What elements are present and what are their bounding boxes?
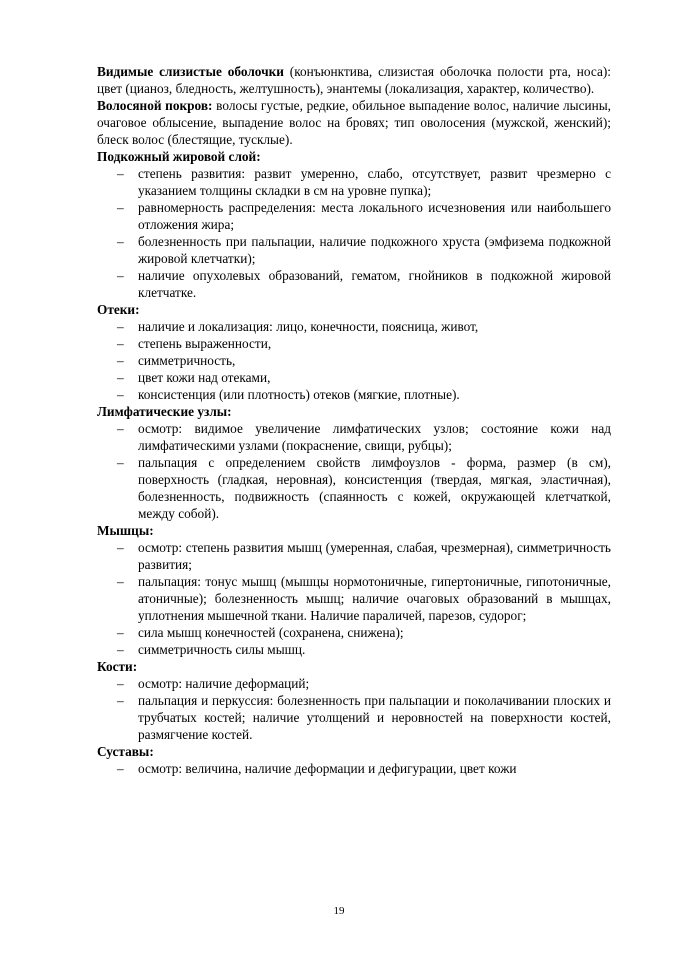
bullet-list — [97, 420, 611, 522]
section-title: Кости: — [97, 659, 138, 674]
list-item: – пальпация с определением свойств лимфоузлов - форма, размер (в см), поверхность (гладкая, неровная), консистенция (твердая, мягкая, эластичная), болезненность, подвижность (спаянность с кожей, окружающей клетчаткой, между собой). — [97, 454, 611, 522]
list-item: – осмотр: наличие деформаций; — [97, 675, 611, 692]
list-item: – осмотр: видимое увеличение лимфатических узлов; состояние кожи над лимфатическими узлами (покраснение, свищи, рубцы); — [97, 420, 611, 454]
list-item: – осмотр: степень развития мышц (умеренная, слабая, чрезмерная), симметричность развития; — [97, 539, 611, 573]
paragraph-heading: Волосяной покров: — [97, 98, 213, 113]
paragraph-mucous-membranes — [97, 63, 611, 97]
list-item: – консистенция (или плотность) отеков (мягкие, плотные). — [97, 386, 611, 403]
list-item: – наличие опухолевых образований, гематом, гнойников в подкожной жировой клетчатке. — [97, 267, 611, 301]
bullet-list — [97, 165, 611, 301]
paragraph-heading: Видимые слизистые оболочки — [97, 64, 284, 79]
bullet-list — [97, 318, 611, 403]
paragraph-text: (конъюнктива, слизистая оболочка полости рта, носа): цвет (цианоз, бледность, желтушность), энантемы (локализация, характер, количество). — [97, 64, 611, 96]
section-title: Отеки: — [97, 302, 140, 317]
section-title: Подкожный жировой слой: — [97, 149, 261, 164]
bullet-list — [97, 760, 611, 777]
section-edema — [97, 301, 611, 403]
page-body — [97, 63, 611, 777]
list-item: – наличие и локализация: лицо, конечности, поясница, живот, — [97, 318, 611, 335]
bullet-list — [97, 539, 611, 658]
list-item: – цвет кожи над отеками, — [97, 369, 611, 386]
list-item: – сила мышц конечностей (сохранена, снижена); — [97, 624, 611, 641]
paragraph-text: волосы густые, редкие, обильное выпадение волос, наличие лысины, очаговое облысение, выпадение волос на бровях; тип оволосения (мужской, женский); блеск волос (блестящие, тусклые). — [97, 98, 611, 147]
page-number: 19 — [333, 905, 345, 917]
section-title: Суставы: — [97, 744, 154, 759]
bullet-list — [97, 675, 611, 743]
section-muscles — [97, 522, 611, 658]
list-item: – пальпация: тонус мышц (мышцы нормотоничные, гипертоничные, гипотоничные, атоничные); болезненность мышц; наличие очаговых образований в мышцах, уплотнения мышечной ткани. Наличие параличей, парезов, судорог; — [97, 573, 611, 624]
section-title: Лимфатические узлы: — [97, 404, 232, 419]
list-item: – болезненность при пальпации, наличие подкожного хруста (эмфизема подкожной жировой клетчатки); — [97, 233, 611, 267]
section-bones — [97, 658, 611, 743]
list-item: – осмотр: величина, наличие деформации и дефигурации, цвет кожи — [97, 760, 611, 777]
paragraph-hair-cover — [97, 97, 611, 148]
list-item: – равномерность распределения: места локального исчезновения или наибольшего отложения жира; — [97, 199, 611, 233]
section-lymph-nodes — [97, 403, 611, 522]
section-subcutaneous-fat — [97, 148, 611, 301]
list-item: – симметричность силы мышц. — [97, 641, 611, 658]
list-item: – степень развития: развит умеренно, слабо, отсутствует, развит чрезмерно с указанием толщины складки в см на уровне пупка); — [97, 165, 611, 199]
list-item: – симметричность, — [97, 352, 611, 369]
section-title: Мышцы: — [97, 523, 154, 538]
list-item: – пальпация и перкуссия: болезненность при пальпации и поколачивании плоских и трубчатых костей; наличие утолщений и неровностей на поверхности костей, размягчение костей. — [97, 692, 611, 743]
list-item: – степень выраженности, — [97, 335, 611, 352]
section-joints — [97, 743, 611, 777]
